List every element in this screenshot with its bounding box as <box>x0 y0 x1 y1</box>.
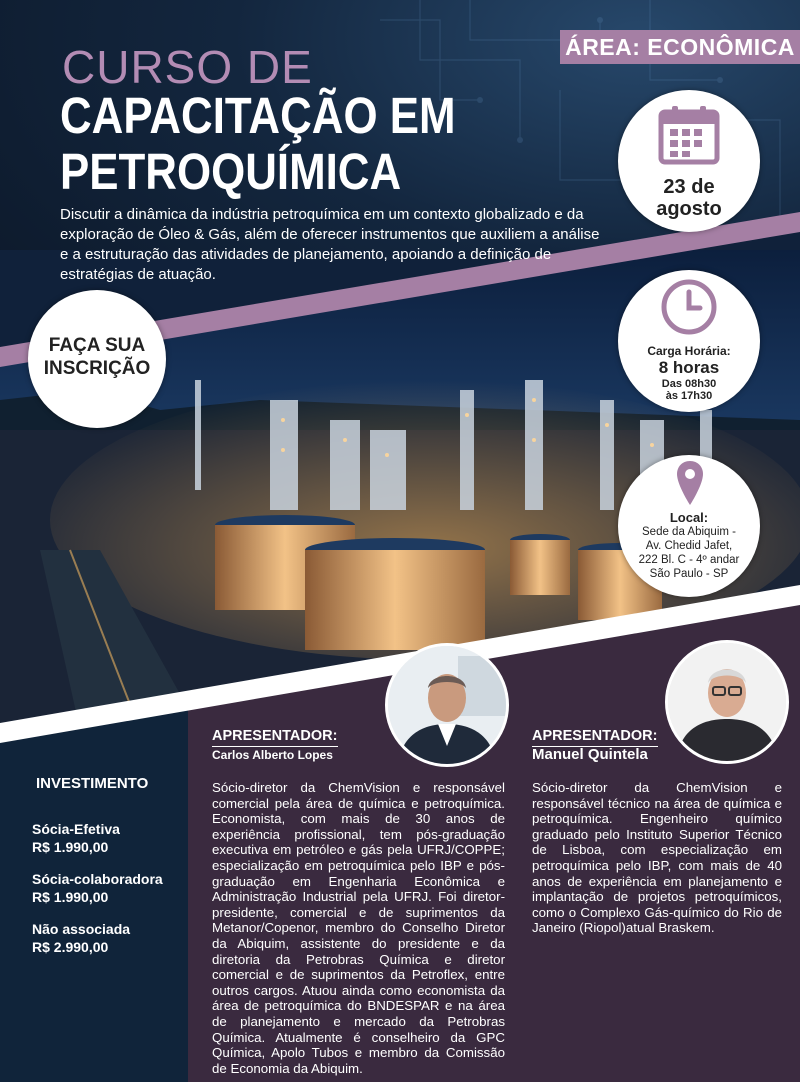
person-icon <box>668 643 786 761</box>
location-circle <box>618 455 760 597</box>
inscription-button[interactable] <box>28 290 166 428</box>
price-item: Sócia-Efetiva R$ 1.990,00 <box>32 821 120 855</box>
price-item: Não associada R$ 2.990,00 <box>32 921 131 955</box>
date-text: 23 de agosto <box>656 176 722 220</box>
location-address: Sede da Abiquim - Av. Chedid Jafet, 222 Bl. C - 4º andar São Paulo - SP <box>638 526 740 580</box>
area-badge: ÁREA: ECONÔMICA <box>560 30 800 64</box>
presenter-1-photo <box>385 643 509 767</box>
presenter-2-label: APRESENTADOR: <box>532 728 658 747</box>
person-icon <box>388 646 506 764</box>
title-line-1: CURSO DE <box>62 41 313 93</box>
hours-circle <box>618 270 760 412</box>
investment-title: INVESTIMENTO <box>36 775 149 792</box>
presenter-2-photo <box>665 640 789 764</box>
title-line-2a: CAPACITAÇÃO EM <box>60 87 456 144</box>
presenter-1-name: Carlos Alberto Lopes <box>212 748 333 762</box>
inscription-label: FAÇA SUA INSCRIÇÃO <box>43 335 151 379</box>
main-title <box>60 88 507 200</box>
date-circle <box>618 90 760 232</box>
hours-schedule: Das 08h30 às 17h30 <box>661 378 717 402</box>
price-item: Sócia-colaboradora R$ 1.990,00 <box>32 871 163 905</box>
map-pin-icon <box>675 459 705 507</box>
clock-icon <box>660 278 718 336</box>
presenter-1-bio: Sócio-diretor da ChemVision e responsável comercial pela área de química e petroquímica. Economista, com mais de 30 anos de experiência profissional, tem pós-graduação executiva em petróleo e gás pela UFRJ/COPPE; especialização em petroquímica pelo IBP e pós-graduação em Engenharia Econômica e Administração Industrial pela UFRJ. Foi diretor-presidente, comercial e de suprimentos da Metanor/Copenor, membro do Conselho Diretor da Abiquim, assistente do presidente e da diretoria da Petrobras Química e diretor comercial e de suprimentos da Petroflex, entre outros cargos. Atuou ainda como economista da área de petroquímica do BNDESPAR e na área de planejamento e mercado da Petrobras Química. Atualmente é conselheiro da GPC Química, Apolo Tubos e membro da Comissão de Economia da Abiquim. <box>212 780 505 1076</box>
presenter-2-name: Manuel Quintela <box>532 746 648 763</box>
presenter-1-label: APRESENTADOR: <box>212 728 338 747</box>
presenter-2-bio: Sócio-diretor da ChemVision e responsável técnico na área de química e petroquímica. Engenheiro químico graduado pelo Instituto Superior Técnico de Lisboa, com especialização em petroquímica pelo IBP, com mais de 40 anos de experiência em planejamento e implantação de projetos petroquímicos, como o Complexo Gás-químico do Rio de Janeiro (Riopol)atual Braskem. <box>532 780 782 936</box>
title-line-2b: PETROQUÍMICA <box>60 143 402 200</box>
location-label: Local: <box>669 510 709 525</box>
course-description: Discutir a dinâmica da indústria petroquímica em um contexto globalizado e da exploração de Óleo & Gás, além de oferecer instrumentos que auxiliem a análise e a estruturação das atividades de planejamento, apoiando a definição de estratégias de atuação. <box>60 206 600 283</box>
hours-value: 8 horas <box>658 358 720 377</box>
hours-label: Carga Horária: <box>647 344 731 358</box>
calendar-icon <box>658 104 720 166</box>
